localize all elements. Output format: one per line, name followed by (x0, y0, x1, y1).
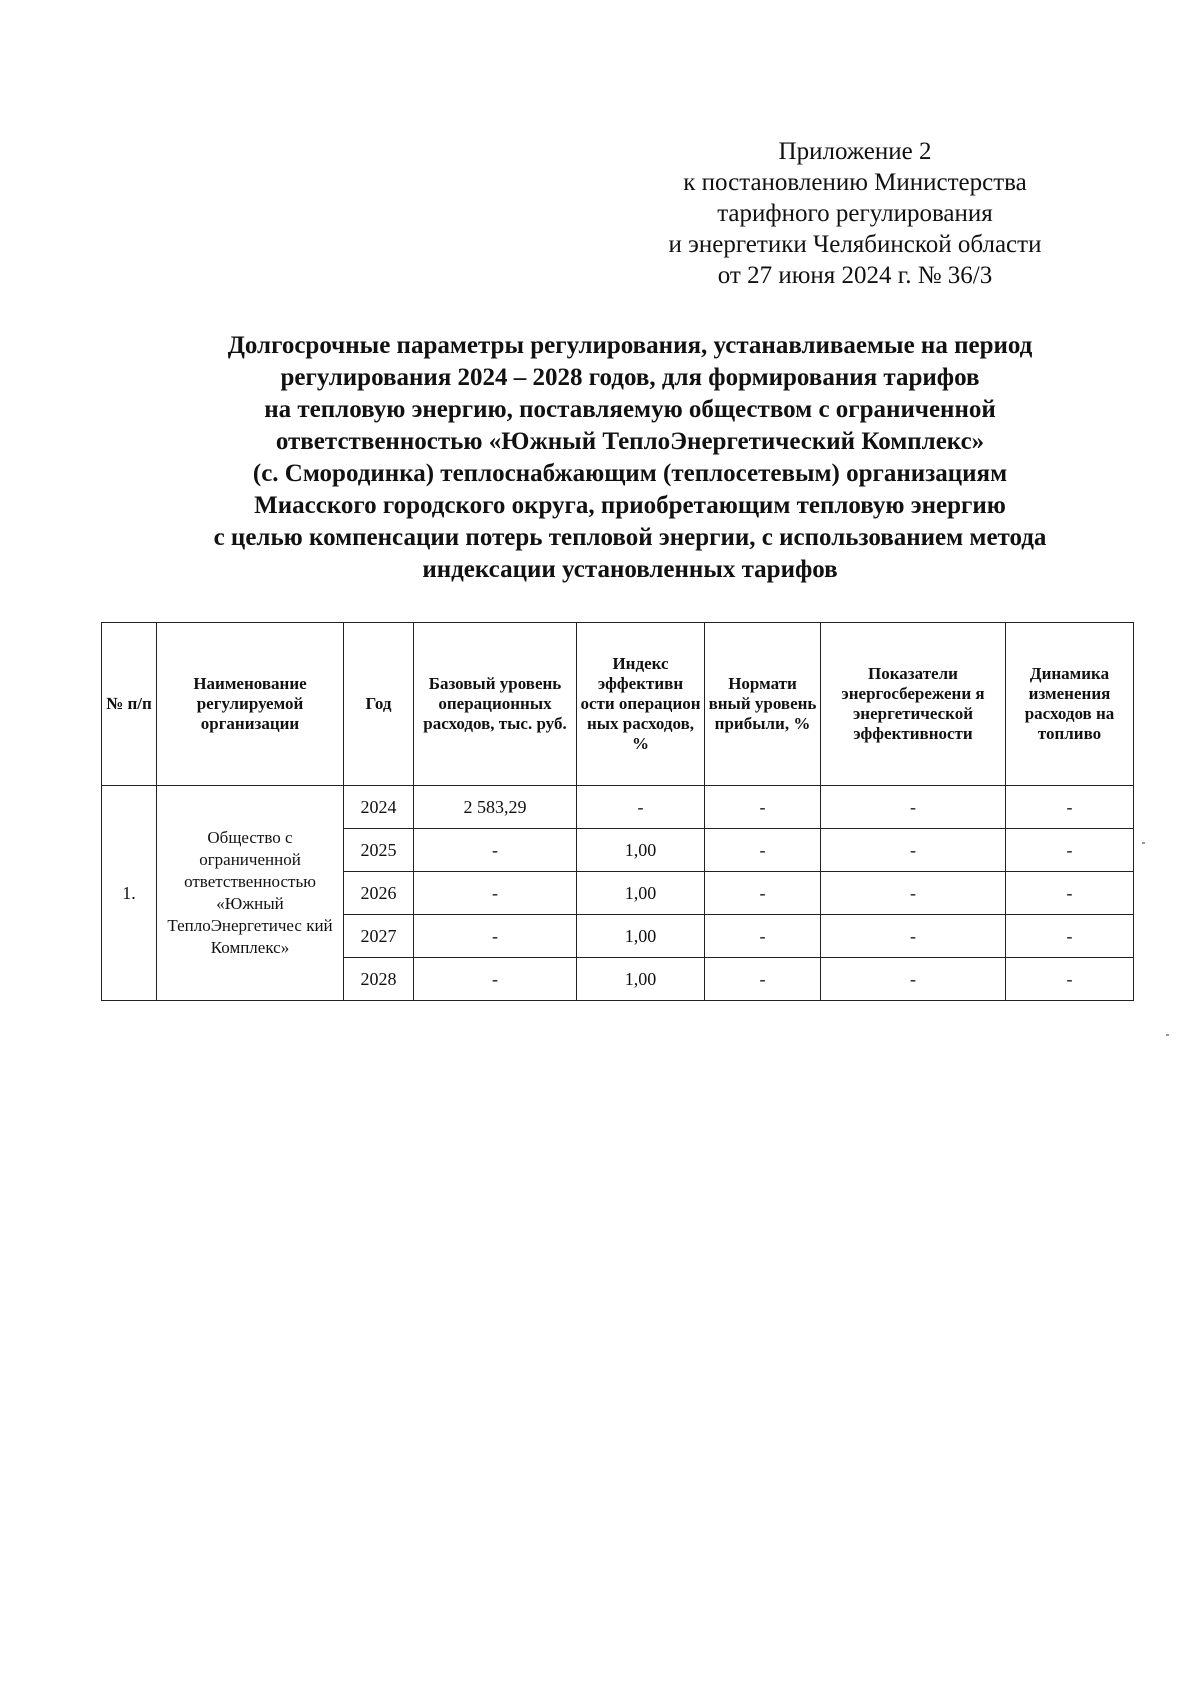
cell-energy-saving: - (821, 829, 1006, 872)
title-line: с целью компенсации потерь тепловой энергии, с использованием метода (213, 524, 1047, 551)
cell-fuel-dynamics: - (1006, 872, 1134, 915)
header-number: № п/п (102, 623, 157, 786)
title-line: регулирования 2024 – 2028 годов, для формирования тарифов (280, 364, 980, 391)
title-line: Долгосрочные параметры регулирования, устанавливаемые на период (227, 332, 1033, 359)
cell-efficiency-index: 1,00 (577, 872, 705, 915)
cell-profit-level: - (705, 786, 821, 829)
cell-base-cost: - (414, 958, 577, 1001)
header-base-cost: Базовый уровень операционных расходов, тыс. руб. (414, 623, 577, 786)
cell-base-cost: - (414, 915, 577, 958)
header-energy-saving: Показатели энергосбережени я энергетической эффективности (821, 623, 1006, 786)
appendix-line: от 27 июня 2024 г. № 36/3 (717, 262, 993, 289)
header-year: Год (344, 623, 414, 786)
cell-energy-saving: - (821, 786, 1006, 829)
cell-base-cost: - (414, 872, 577, 915)
cell-year: 2026 (344, 872, 414, 915)
document-title (130, 330, 1130, 586)
cell-efficiency-index: - (577, 786, 705, 829)
cell-base-cost: 2 583,29 (414, 786, 577, 829)
cell-fuel-dynamics: - (1006, 829, 1134, 872)
cell-fuel-dynamics: - (1006, 915, 1134, 958)
cell-profit-level: - (705, 915, 821, 958)
cell-year: 2027 (344, 915, 414, 958)
row-number: 1. (102, 786, 157, 1001)
cell-efficiency-index: 1,00 (577, 829, 705, 872)
organization-name: Общество с ограниченной ответственностью «Южный ТеплоЭнергетичес кий Комплекс» (157, 786, 344, 1001)
appendix-line: и энергетики Челябинской области (668, 231, 1042, 258)
cell-efficiency-index: 1,00 (577, 915, 705, 958)
cell-energy-saving: - (821, 958, 1006, 1001)
scan-speck (1166, 1034, 1169, 1036)
appendix-line: Приложение 2 (778, 138, 932, 165)
cell-year: 2025 (344, 829, 414, 872)
header-fuel-dynamics: Динамика изменения расходов на топливо (1006, 623, 1134, 786)
appendix-line: тарифного регулирования (717, 200, 993, 227)
table-header-row (102, 623, 1134, 786)
cell-energy-saving: - (821, 872, 1006, 915)
header-efficiency-index: Индекс эффективн ости операцион ных расходов, % (577, 623, 705, 786)
header-profit-level: Нормати вный уровень прибыли, % (705, 623, 821, 786)
cell-profit-level: - (705, 872, 821, 915)
cell-year: 2024 (344, 786, 414, 829)
cell-profit-level: - (705, 829, 821, 872)
cell-fuel-dynamics: - (1006, 786, 1134, 829)
header-organization: Наименование регулируемой организации (157, 623, 344, 786)
cell-energy-saving: - (821, 915, 1006, 958)
cell-base-cost: - (414, 829, 577, 872)
scan-speck (1142, 842, 1145, 844)
cell-fuel-dynamics: - (1006, 958, 1134, 1001)
title-line: (с. Смородинка) теплоснабжающим (теплосетевым) организациям (252, 460, 1008, 487)
title-line: на тепловую энергию, поставляемую обществом с ограниченной (264, 396, 996, 423)
title-line: ответственностью «Южный ТеплоЭнергетический Комплекс» (275, 428, 985, 455)
cell-year: 2028 (344, 958, 414, 1001)
cell-profit-level: - (705, 958, 821, 1001)
title-line: Миасского городского округа, приобретающим тепловую энергию (254, 492, 1006, 519)
appendix-line: к постановлению Министерства (683, 169, 1027, 196)
table-row (102, 786, 1134, 829)
parameters-table (101, 622, 1134, 1001)
title-line: индексации установленных тарифов (422, 556, 838, 583)
cell-efficiency-index: 1,00 (577, 958, 705, 1001)
appendix-reference (620, 136, 1090, 291)
